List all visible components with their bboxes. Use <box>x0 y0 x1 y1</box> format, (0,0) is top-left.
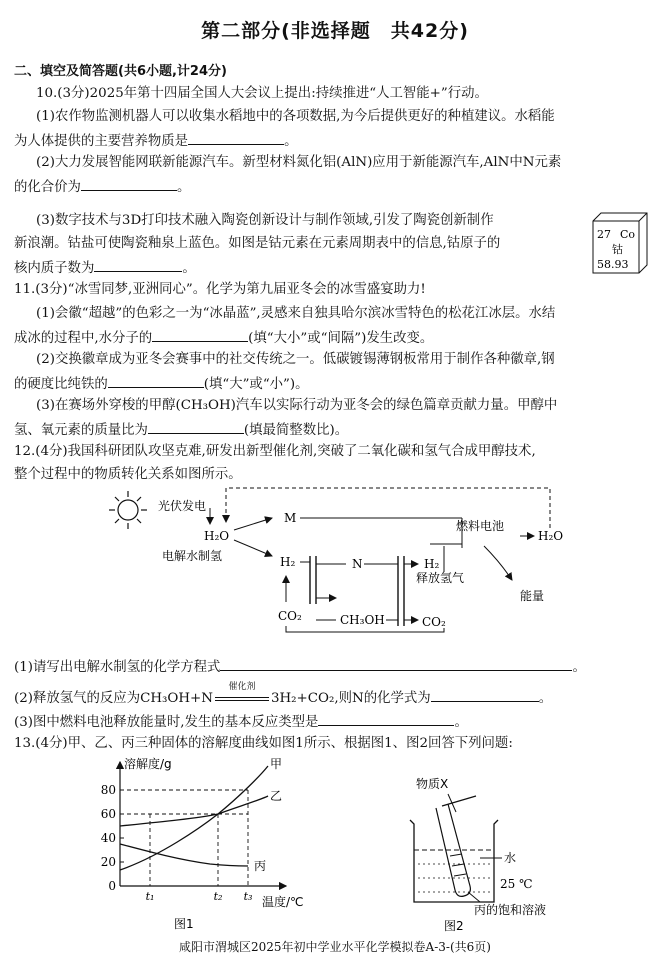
x-tick-label: t₁ <box>145 890 155 903</box>
q11-stem: 11.(3分)“冰雪同梦,亚洲同心”。化学为第九届亚冬会的冰雪盛宴助力! <box>14 282 426 297</box>
atomic-number: 27 <box>597 228 611 241</box>
q11-part3-line2: 氢、氧元素的质量比为 (填最简整数比)。 <box>14 419 348 440</box>
q13-stem: 13.(4分)甲、乙、丙三种固体的溶解度曲线如图1所示、根据图1、图2回答下列问题: <box>14 736 513 751</box>
section-heading: 二、填空及简答题(共6小题,计24分) <box>14 64 227 79</box>
y-tick-label: 80 <box>100 783 116 797</box>
q12-part3: (3)图中燃料电池释放能量时,发生的基本反应类型是 。 <box>14 711 468 732</box>
q11-part1-line1: (1)会徽“超越”的色彩之一为“冰晶蓝”,灵感来自独具哈尔滨冰雪特色的松花江冰层。水结 <box>36 306 556 321</box>
q11-part3-line1: (3)在赛场外穿梭的甲醇(CH₃OH)汽车以实际行动为亚冬会的绿色篇章贡献力量。甲醇中 <box>36 398 558 413</box>
release-label: 释放氢气 <box>416 571 465 585</box>
temp-label: 25 ℃ <box>500 877 533 891</box>
element-symbol: Co <box>620 228 636 241</box>
answer-blank <box>108 373 204 388</box>
m-node: M <box>284 511 297 525</box>
q10-part2-line1: (2)大力发展智能网联新能源汽车。新型材料氮化铝(AlN)应用于新能源汽车,AlN中N元素 <box>36 155 562 170</box>
h2-released-node: H₂ <box>424 557 440 571</box>
co2-right-node: CO₂ <box>422 615 446 629</box>
h2o-out-node: H₂O <box>538 529 564 543</box>
cobalt-element-card <box>592 212 648 274</box>
electrolysis-label: 电解水制氢 <box>162 549 223 563</box>
curve-label-yi: 乙 <box>270 789 283 803</box>
q12-part2: (2)释放氢气的反应为CH₃OH+N 催化剂 3H₂+CO₂,则N的化学式为 。 <box>14 682 553 706</box>
x-axis-label: 温度/℃ <box>262 895 304 909</box>
ch3oh-node: CH₃OH <box>340 613 385 627</box>
answer-blank <box>152 327 248 342</box>
q12-part1: (1)请写出电解水制氢的化学方程式 。 <box>14 656 586 677</box>
q12-stem-line2: 整个过程中的物质转化关系如图所示。 <box>14 467 242 482</box>
x-tick-label: t₂ <box>213 890 223 903</box>
solubility-curve-figure <box>90 756 330 932</box>
water-label: 水 <box>504 851 517 865</box>
answer-blank <box>431 687 539 702</box>
fig1-caption: 图1 <box>174 917 194 931</box>
beaker-figure <box>396 774 576 932</box>
answer-blank <box>81 176 177 191</box>
energy-label: 能量 <box>520 589 545 603</box>
x-tick-label: t₃ <box>243 890 253 903</box>
atomic-mass: 58.93 <box>597 258 629 271</box>
n-node: N <box>352 557 363 571</box>
co2-left-node: CO₂ <box>278 609 302 623</box>
y-tick-label: 60 <box>100 807 116 821</box>
curve-label-bing: 丙 <box>254 859 267 873</box>
y-tick-label: 0 <box>108 879 116 893</box>
h2-node: H₂ <box>280 555 296 569</box>
part-title: 第二部分(非选择题 共42分) <box>201 20 469 42</box>
y-tick-label: 40 <box>100 831 116 845</box>
beaker-icon <box>410 820 498 902</box>
substance-x-label: 物质X <box>416 777 449 791</box>
q10-part3-line1: (3)数字技术与3D打印技术融入陶瓷创新设计与制作领域,引发了陶瓷创新制作 <box>36 213 494 228</box>
answer-blank <box>318 711 454 726</box>
fig2-caption: 图2 <box>444 919 464 932</box>
q10-part1-line1: (1)农作物监测机器人可以收集水稻地中的各项数据,为今后提供更好的种植建议。水稻能 <box>36 109 555 124</box>
fuelcell-label: 燃料电池 <box>456 519 505 533</box>
q11-part2-line1: (2)交换徽章成为亚冬会赛事中的社交传统之一。低碳镀锡薄钢板常用于制作各种徽章,钢 <box>36 352 555 367</box>
pv-label: 光伏发电 <box>158 499 207 513</box>
q10-part1-line2: 为人体提供的主要营养物质是 。 <box>14 130 297 151</box>
element-name: 钴 <box>612 243 623 256</box>
sun-icon <box>109 491 147 529</box>
q10-part3-line2: 新浪潮。钴盐可使陶瓷釉泉上蓝色。如图是钴元素在元素周期表中的信息,钴原子的 <box>14 236 501 251</box>
y-axis-label: 溶解度/g <box>124 757 172 771</box>
q10-part2-line2: 的化合价为 。 <box>14 176 190 197</box>
answer-blank <box>188 130 284 145</box>
q12-stem-line1: 12.(4分)我国科研团队攻坚克难,研发出新型催化剂,突破了二氧化碳和氢气合成甲醇技术, <box>14 444 536 459</box>
answer-blank <box>94 257 182 272</box>
page-footer: 咸阳市渭城区2025年初中学业水平化学模拟卷A-3-(共6页) <box>179 940 491 954</box>
answer-blank <box>148 419 244 434</box>
q12-conversion-diagram <box>100 484 580 634</box>
q11-part1-line2: 成冰的过程中,水分子的 (填“大小”或“间隔”)发生改变。 <box>14 327 433 348</box>
y-tick-label: 20 <box>100 855 116 869</box>
curve-label-jia: 甲 <box>270 757 283 771</box>
solution-label: 丙的饱和溶液 <box>474 903 547 917</box>
curve-yi <box>120 796 268 826</box>
q11-part2-line2: 的硬度比纯铁的 (填“大”或“小”)。 <box>14 373 309 394</box>
q10-part3-line3: 核内质子数为 。 <box>14 257 196 278</box>
q10-stem: 10.(3分)2025年第十四届全国人大会议上提出:持续推进“人工智能+”行动。 <box>36 86 488 101</box>
answer-blank <box>220 656 572 671</box>
h2o-node: H₂O <box>204 529 230 543</box>
